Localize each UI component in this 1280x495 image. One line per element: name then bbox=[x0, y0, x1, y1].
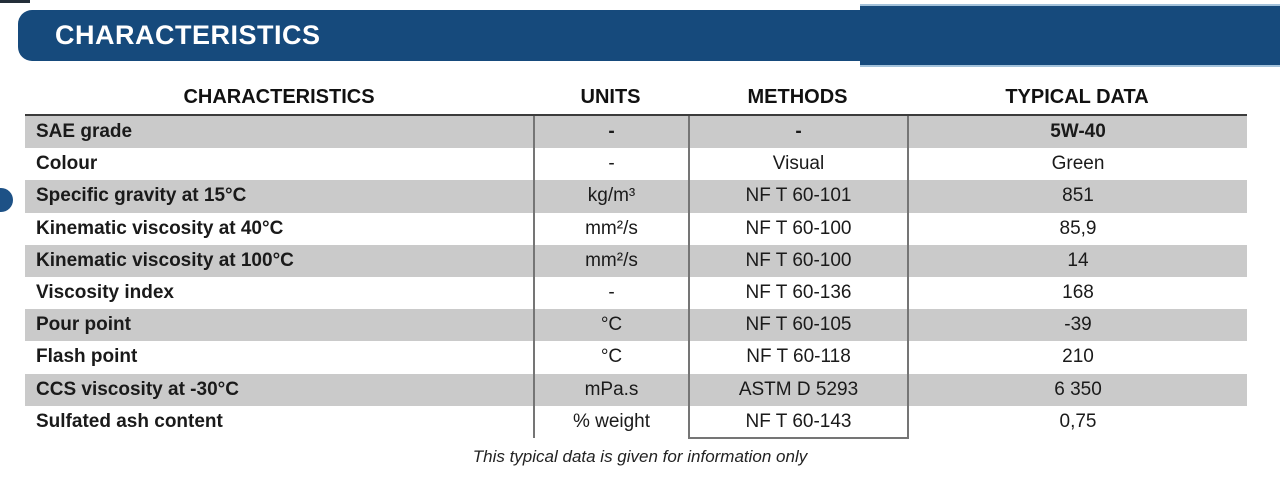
cell-units: mm²/s bbox=[533, 213, 688, 245]
table-bottom-rule bbox=[688, 437, 909, 439]
cell-methods: NF T 60-100 bbox=[688, 245, 907, 277]
table-row bbox=[25, 309, 1247, 341]
cell-typical-data: 14 bbox=[907, 245, 1247, 277]
cell-units: °C bbox=[533, 309, 688, 341]
cell-typical-data: 0,75 bbox=[907, 406, 1247, 438]
cell-methods: NF T 60-100 bbox=[688, 213, 907, 245]
column-header-units: UNITS bbox=[580, 86, 641, 108]
cell-typical-data: 5W-40 bbox=[907, 116, 1247, 148]
table-row bbox=[25, 406, 1247, 438]
cell-units: - bbox=[533, 148, 688, 180]
table-row bbox=[25, 116, 1247, 148]
table-row bbox=[25, 374, 1247, 406]
table-row bbox=[25, 213, 1247, 245]
cell-methods: NF T 60-118 bbox=[688, 341, 907, 373]
cell-units: mm²/s bbox=[533, 245, 688, 277]
cell-typical-data: -39 bbox=[907, 309, 1247, 341]
cell-characteristic: Sulfated ash content bbox=[36, 410, 223, 432]
cell-methods: NF T 60-105 bbox=[688, 309, 907, 341]
cell-characteristic: Viscosity index bbox=[36, 281, 174, 303]
cell-units: - bbox=[533, 277, 688, 309]
cell-characteristic: Pour point bbox=[36, 314, 131, 336]
cell-characteristic: Flash point bbox=[36, 346, 138, 368]
footnote-text: This typical data is given for information only bbox=[472, 447, 808, 466]
cell-units: kg/m³ bbox=[533, 180, 688, 212]
cell-typical-data: 85,9 bbox=[907, 213, 1247, 245]
column-header-methods: METHODS bbox=[747, 86, 848, 108]
cell-methods: NF T 60-101 bbox=[688, 180, 907, 212]
left-edge-bullet bbox=[0, 188, 13, 212]
table-row bbox=[25, 341, 1247, 373]
table-row bbox=[25, 180, 1247, 212]
column-header-typical-data: TYPICAL DATA bbox=[1005, 86, 1149, 108]
cell-units: mPa.s bbox=[533, 374, 688, 406]
table-row bbox=[25, 245, 1247, 277]
cell-characteristic: Kinematic viscosity at 100°C bbox=[36, 249, 294, 271]
characteristics-table bbox=[25, 114, 1247, 438]
cell-methods: NF T 60-143 bbox=[688, 406, 907, 438]
cell-characteristic: Kinematic viscosity at 40°C bbox=[36, 217, 284, 239]
cell-typical-data: 168 bbox=[907, 277, 1247, 309]
cell-typical-data: 851 bbox=[907, 180, 1247, 212]
column-header-characteristics: CHARACTERISTICS bbox=[183, 86, 375, 108]
cell-typical-data: 210 bbox=[907, 341, 1247, 373]
cell-methods: - bbox=[688, 116, 907, 148]
cell-characteristic: CCS viscosity at -30°C bbox=[36, 378, 239, 400]
cell-units: - bbox=[533, 116, 688, 148]
cell-methods: Visual bbox=[688, 148, 907, 180]
cell-units: % weight bbox=[533, 406, 688, 438]
cell-methods: ASTM D 5293 bbox=[688, 374, 907, 406]
section-banner bbox=[18, 10, 1280, 61]
cell-typical-data: Green bbox=[907, 148, 1247, 180]
cell-methods: NF T 60-136 bbox=[688, 277, 907, 309]
section-banner-title: CHARACTERISTICS bbox=[55, 20, 321, 50]
cell-units: °C bbox=[533, 341, 688, 373]
page-crop-notch bbox=[0, 0, 30, 3]
cell-characteristic: Specific gravity at 15°C bbox=[36, 185, 247, 207]
cell-characteristic: SAE grade bbox=[36, 121, 133, 142]
cell-typical-data: 6 350 bbox=[907, 374, 1247, 406]
cell-characteristic: Colour bbox=[36, 153, 98, 175]
table-row bbox=[25, 148, 1247, 180]
table-row bbox=[25, 277, 1247, 309]
